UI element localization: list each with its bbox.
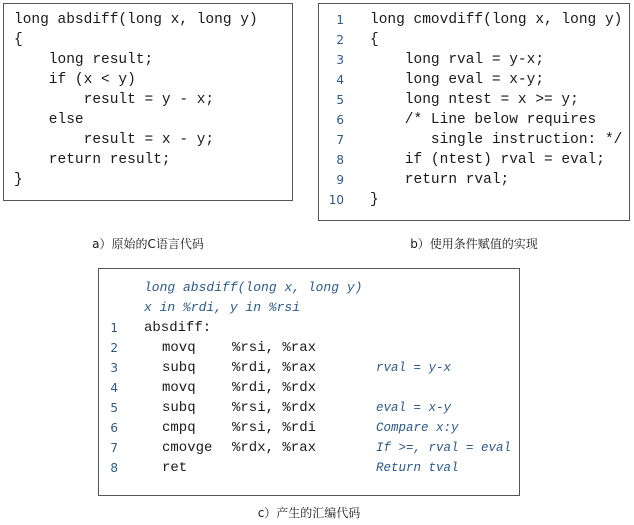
panel-c-operands: %rdx, %rax: [232, 440, 317, 456]
panel-c-instruction: movq: [162, 340, 196, 356]
panel-a-code-line: result = x - y;: [14, 132, 215, 148]
panel-a-code-line: }: [14, 172, 23, 188]
panel-c-operands: %rsi, %rax: [232, 340, 317, 356]
panel-c-line-number: 8: [110, 461, 118, 475]
panel-a-code-line: else: [14, 112, 84, 128]
panel-c-header-line: x in %rdi, y in %rsi: [144, 300, 301, 315]
panel-c-line-number: 3: [110, 361, 118, 375]
panel-b-code-line: long ntest = x >= y;: [370, 92, 579, 108]
panel-a-code-line: {: [14, 32, 23, 48]
panel-b-code-line: /* Line below requires: [370, 112, 597, 128]
panel-b-caption: b）使用条件赋值的实现: [410, 237, 538, 251]
panel-c-instruction: subq: [162, 400, 196, 416]
panel-b-code-line: {: [370, 32, 379, 48]
panel-b-line-number: 4: [336, 73, 344, 87]
panel-a-code-line: result = y - x;: [14, 92, 215, 108]
panel-c-instruction: cmpq: [162, 420, 196, 436]
panel-c-comment: rval = y-x: [376, 361, 452, 375]
panel-b-code-line: return rval;: [370, 172, 510, 188]
panel-c-line-number: 4: [110, 381, 118, 395]
panel-c-comment: Compare x:y: [376, 421, 459, 435]
panel-b-line-number: 3: [336, 53, 344, 67]
panel-b-line-number: 9: [336, 173, 344, 187]
panel-c-header-line: long absdiff(long x, long y): [144, 280, 363, 295]
panel-b-line-number: 7: [336, 133, 344, 147]
panel-c-line-number: 5: [110, 401, 118, 415]
panel-c-line-number: 6: [110, 421, 118, 435]
panel-c-operands: %rsi, %rdx: [232, 400, 317, 416]
panel-c-instruction: movq: [162, 380, 196, 396]
panel-c-comment: If >=, rval = eval: [376, 441, 512, 455]
panel-b-code-line: long cmovdiff(long x, long y): [370, 12, 623, 28]
panel-b-code-line: long rval = y-x;: [370, 52, 545, 68]
panel-b-code-line: if (ntest) rval = eval;: [370, 152, 605, 168]
panel-c-caption: c）产生的汇编代码: [257, 506, 361, 520]
panel-c-label: absdiff:: [144, 320, 212, 336]
panel-b-line-number: 8: [336, 153, 344, 167]
panel-a-code-line: long absdiff(long x, long y): [14, 12, 258, 28]
panel-b-line-number: 6: [336, 113, 344, 127]
panel-b-line-number: 2: [336, 33, 344, 47]
panel-a-code-line: if (x < y): [14, 72, 136, 88]
panel-c-operands: %rdi, %rax: [232, 360, 317, 376]
panel-b-code-line: }: [370, 192, 379, 208]
panel-b-line-number: 10: [328, 193, 344, 207]
panel-c-operands: %rsi, %rdi: [232, 420, 317, 436]
panel-b-code-line: long eval = x-y;: [370, 72, 545, 88]
panel-c-instruction: ret: [162, 460, 188, 476]
panel-b-line-number: 1: [336, 13, 344, 27]
panel-a-caption: a）原始的C语言代码: [92, 237, 204, 251]
panel-b-code-line: single instruction: */: [370, 132, 623, 148]
panel-b-line-number: 5: [336, 93, 344, 107]
panel-a-code-line: long result;: [14, 52, 154, 68]
panel-c-instruction: cmovge: [162, 440, 213, 456]
panel-c-operands: %rdi, %rdx: [232, 380, 317, 396]
panel-c-comment: eval = x-y: [376, 401, 452, 415]
panel-c-line-number: 2: [110, 341, 118, 355]
panel-c-line-number: 7: [110, 441, 118, 455]
panel-c-line-number: 1: [110, 321, 118, 335]
panel-c-instruction: subq: [162, 360, 196, 376]
panel-a-code-line: return result;: [14, 152, 171, 168]
panel-c-comment: Return tval: [376, 461, 459, 475]
